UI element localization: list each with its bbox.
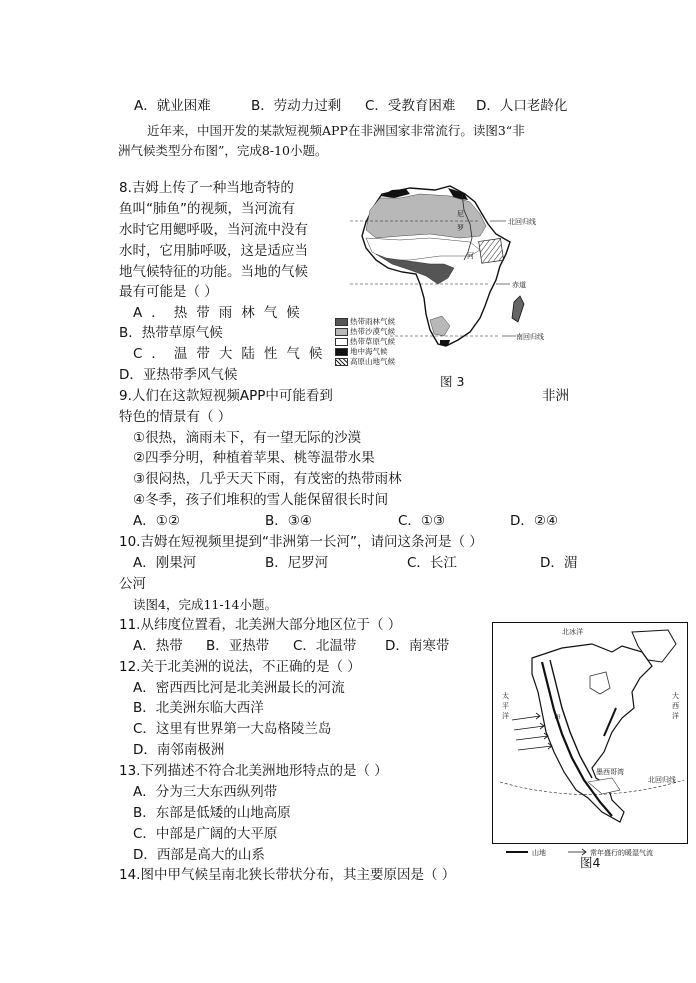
q11-option-a: A．热带 <box>133 638 183 654</box>
atlantic-label-2: 西 <box>672 702 679 710</box>
mountain-legend-label: 山地 <box>532 849 546 857</box>
north-tropic-label: 北回归线 <box>508 218 536 226</box>
q9-option-d: D．②④ <box>510 513 559 529</box>
q10-option-b: B．尼罗河 <box>265 555 329 571</box>
q10-stem: 10.吉姆在短视频里提到“非洲第一长河”，请问这条河是（ ） <box>119 534 483 550</box>
jia-label: 甲 <box>554 714 561 722</box>
figure-4-caption: 图4 <box>580 855 601 870</box>
atlantic-label-1: 大 <box>672 692 679 700</box>
intro-8-10-line2: 洲气候类型分布图”，完成8-10小题。 <box>118 143 328 158</box>
current-legend-label: 常年盛行的暖湿气流 <box>590 849 653 857</box>
pacific-label-1: 太 <box>502 692 509 700</box>
figure-3-caption: 图 3 <box>440 374 465 389</box>
q9-item-4: ④冬季，孩子们堆积的雪人能保留很长时间 <box>133 492 389 508</box>
plateau-zone <box>479 238 504 263</box>
q8-stem-line1: 8.吉姆上传了一种当地奇特的 <box>119 180 294 196</box>
legend-plateau: 高原山地气候 <box>335 357 395 367</box>
equator-label: 赤道 <box>512 281 526 289</box>
q10-option-d: D．湄 <box>540 555 578 571</box>
figure-4-north-america-map <box>492 622 688 872</box>
nile-label-3: 河 <box>467 252 474 260</box>
q11-option-c: C．北温带 <box>293 638 357 654</box>
q14-stem: 14.图中甲气候呈南北狭长带状分布，其主要原因是（ ） <box>119 867 456 883</box>
q13-stem: 13.下列描述不符合北美洲地形特点的是（ ） <box>119 763 388 779</box>
q9-item-3: ③很闷热，几乎天天下雨，有茂密的热带雨林 <box>133 471 402 487</box>
legend-mediterranean: 地中海气候 <box>335 347 388 357</box>
q9-stem-part1: 9.人们在这款短视频APP中可能看到 <box>119 388 333 404</box>
intro-8-10-line1: 近年来，中国开发的某款短视频APP在非洲国家非常流行。读图3“非 <box>147 123 525 138</box>
q13-option-d: D．西部是高大的山系 <box>133 847 265 863</box>
tropic-label: 北回归线 <box>648 776 676 784</box>
pacific-label-2: 平 <box>502 702 509 710</box>
q9-item-2: ②四季分明，种植着苹果、桃等温带水果 <box>133 450 375 466</box>
q12-option-b: B．北美洲东临大西洋 <box>133 700 264 716</box>
mexico-gulf-label: 墨西哥湾 <box>596 768 624 776</box>
q9-option-c: C．①③ <box>398 513 446 529</box>
q13-option-c: C．中部是广阔的大平原 <box>133 826 278 842</box>
q7-option-d: D．人口老龄化 <box>476 98 568 114</box>
q8-option-c: C．温带大陆性气候 <box>133 346 332 362</box>
q9-option-a: A．①② <box>133 513 180 529</box>
q12-option-a: A．密西西比河是北美洲最长的河流 <box>133 680 345 696</box>
q8-option-d: D．亚热带季风气候 <box>119 367 238 383</box>
q10-option-d-wrap: 公河 <box>119 576 146 592</box>
pacific-label-3: 洋 <box>502 712 509 720</box>
arctic-label: 北冰洋 <box>562 628 583 636</box>
q12-option-c: C．这里有世界第一大岛格陵兰岛 <box>133 721 332 737</box>
legend-rainforest: 热带雨林气候 <box>335 317 395 327</box>
south-tropic-label: 南回归线 <box>516 333 544 341</box>
figure-3-africa-climate-map <box>330 180 544 390</box>
q9-stem-part3: 特色的情景有（ ） <box>119 409 232 425</box>
q11-option-d: D．南寒带 <box>385 638 450 654</box>
q8-stem-line2: 鱼叫“肺鱼”的视频，当河流有 <box>119 201 295 217</box>
q12-option-d: D．南邻南极洲 <box>133 742 225 758</box>
q8-stem-line4: 水时，它用肺呼吸，这是适应当 <box>119 243 308 259</box>
north-america-map-svg <box>492 622 688 858</box>
q8-option-b: B．热带草原气候 <box>119 325 223 341</box>
legend-desert: 热带沙漠气候 <box>335 327 395 337</box>
q9-stem-part2: 非洲 <box>542 388 569 404</box>
q8-stem-line3: 水时它用鳃呼吸，当河流中没有 <box>119 222 308 238</box>
intro-11-14: 读图4，完成11-14小题。 <box>133 597 277 612</box>
q10-option-a: A．刚果河 <box>133 555 197 571</box>
madagascar <box>512 296 524 322</box>
q11-option-b: B．亚热带 <box>206 638 270 654</box>
q9-item-1: ①很热，滴雨未下，有一望无际的沙漠 <box>133 430 362 446</box>
q8-stem-line6: 最有可能是（ ） <box>119 284 218 300</box>
q7-option-b: B．劳动力过剩 <box>251 98 342 114</box>
q10-option-c: C．长江 <box>407 555 457 571</box>
q13-option-a: A．分为三大东西纵列带 <box>133 784 278 800</box>
q12-stem: 12.关于北美洲的说法，不正确的是（ ） <box>119 659 361 675</box>
q8-stem-line5: 地气候特征的功能。当地的气候 <box>119 264 308 280</box>
nile-label-1: 尼 <box>457 210 464 218</box>
q13-option-b: B．东部是低矮的山地高原 <box>133 805 291 821</box>
q7-option-c: C．受教育困难 <box>365 98 456 114</box>
q7-option-a: A．就业困难 <box>134 98 211 114</box>
legend-savanna: 热带草原气候 <box>335 337 395 347</box>
q9-option-b: B．③④ <box>265 513 312 529</box>
q11-stem: 11.从纬度位置看，北美洲大部分地区位于（ ） <box>119 617 402 633</box>
nile-label-2: 罗 <box>457 224 464 232</box>
q8-option-a: A．热带雨林气候 <box>133 305 309 321</box>
atlantic-label-3: 洋 <box>672 712 679 720</box>
